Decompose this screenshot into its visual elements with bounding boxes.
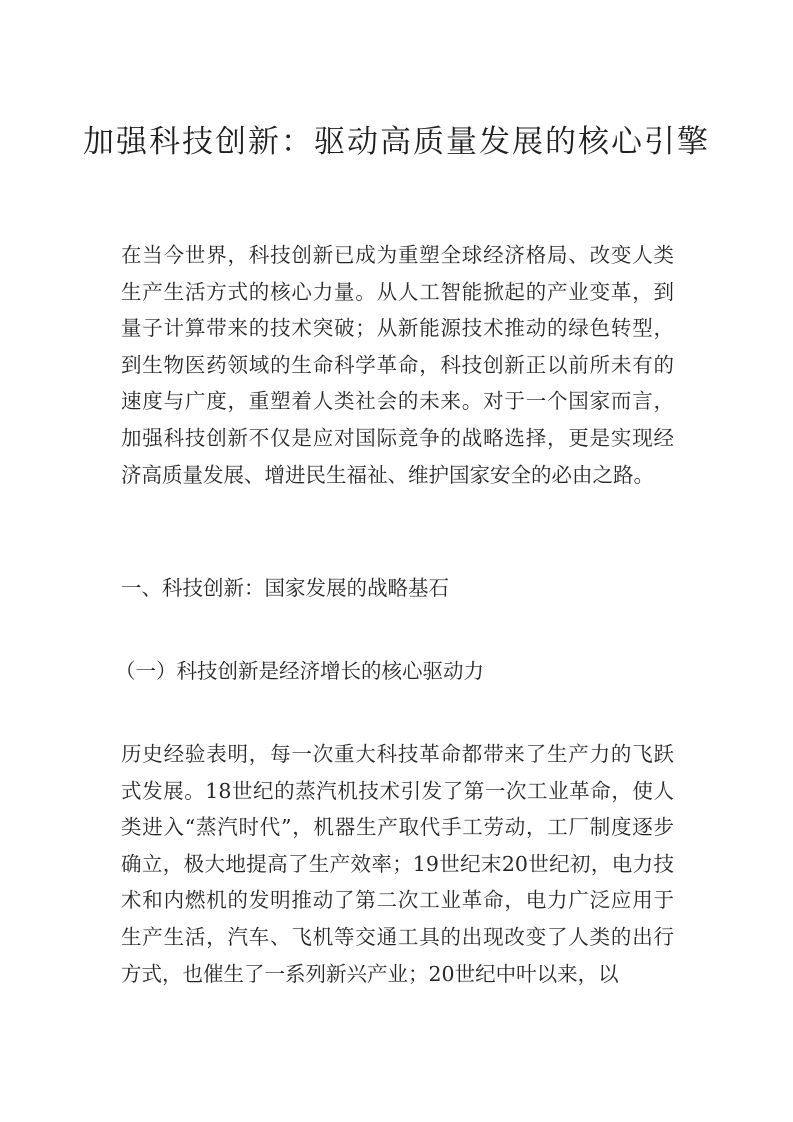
intro-paragraph: 在当今世界，科技创新已成为重塑全球经济格局、改变人类生产生活方式的核心力量。从人工智能掀起的产业变革，到量子计算带来的技术突破；从新能源技术推动的绿色转型，到生物医药领域的生命科学革命，科技创新正以前所未有的速度与广度，重塑着人类社会的未来。对于一个国家而言，加强科技创新不仅是应对国际竞争的战略选择，更是实现经济高质量发展、增进民生福祉、维护国家安全的必由之路。 [121, 243, 674, 487]
subsection-heading: （一）科技创新是经济增长的核心驱动力 [115, 659, 484, 683]
document-title: 加强科技创新：驱动高质量发展的核心引擎 [83, 124, 710, 160]
history-paragraph: 历史经验表明，每一次重大科技革命都带来了生产力的飞跃式发展。18世纪的蒸汽机技术引发了第一次工业革命，使人类进入“蒸汽时代”，机器生产取代手工劳动，工厂制度逐步确立，极大地提高了生产效率；19世纪末20世纪初，电力技术和内燃机的发明推动了第二次工业革命，电力广泛应用于生产生活，汽车、飞机等交通工具的出现改变了人类的出行方式，也催生了一系列新兴产业；20世纪中叶以来，以 [121, 742, 674, 986]
section-heading: 一、科技创新：国家发展的战略基石 [121, 576, 449, 600]
